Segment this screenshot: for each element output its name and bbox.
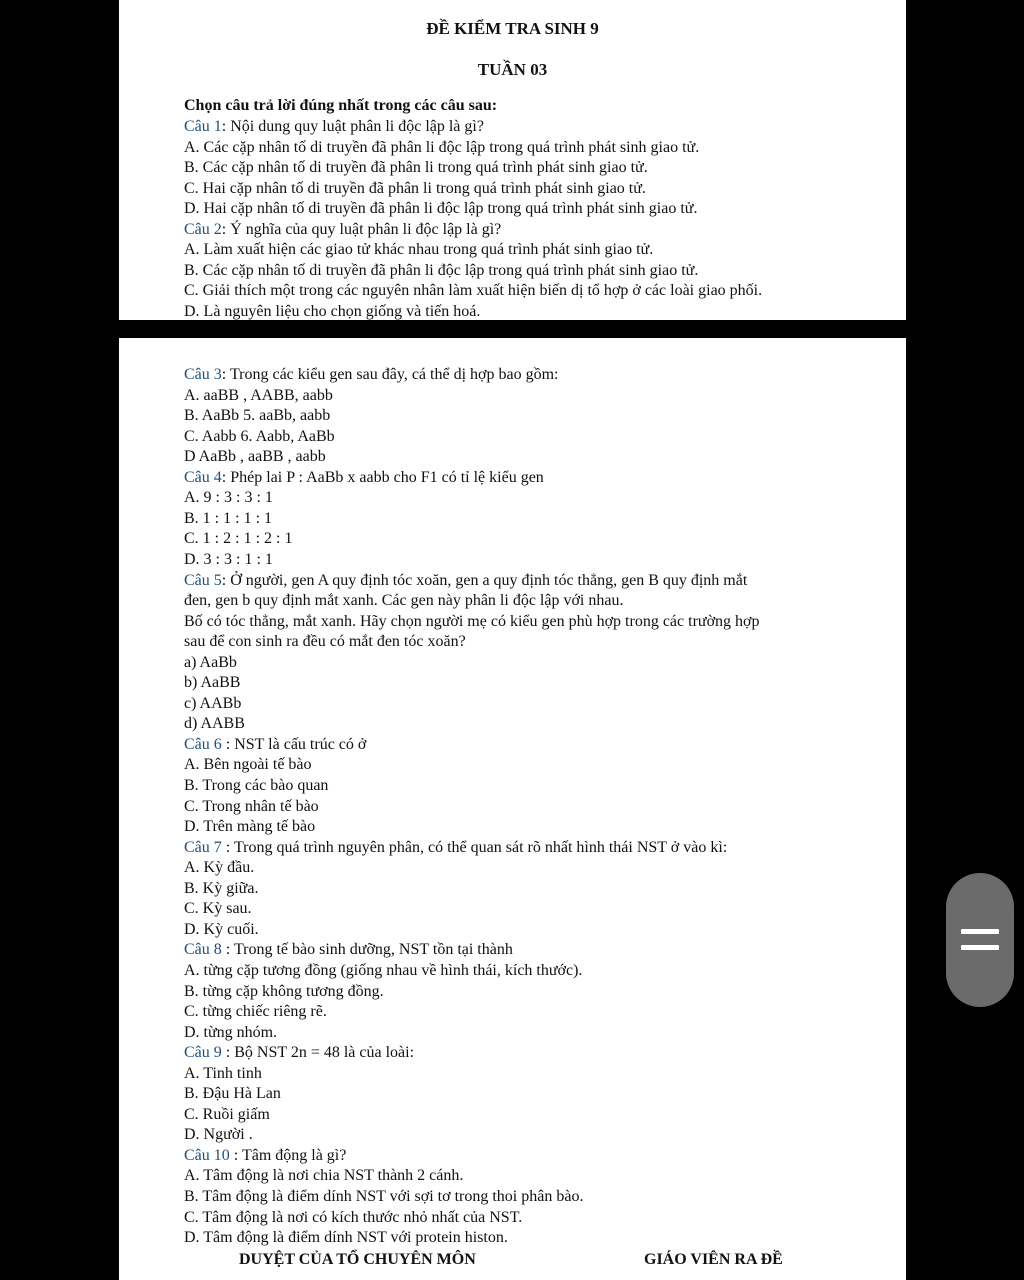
- line-text: C. Hai cặp nhân tố di truyền đã phân li trong quá trình phát sinh giao tử.: [184, 179, 646, 197]
- answer-line: [184, 755, 312, 774]
- question-label: Câu 8: [184, 941, 222, 959]
- line-text: D. Hai cặp nhân tố di truyền đã phân li độc lập trong quá trình phát sinh giao tử.: [184, 200, 698, 217]
- answer-line: [184, 879, 258, 898]
- line-text: D. 3 : 3 : 1 : 1: [184, 550, 273, 568]
- answer-line: [184, 261, 698, 280]
- line-text: A. 9 : 3 : 3 : 1: [184, 489, 273, 507]
- line-text: B. Đậu Hà Lan: [184, 1085, 281, 1103]
- line-text: C. Tâm động là nơi có kích thước nhỏ nhất của NST.: [184, 1208, 523, 1226]
- answer-line: [184, 982, 384, 1001]
- question-label: Câu 10: [184, 1146, 230, 1164]
- line-text: C. Kỳ sau.: [184, 900, 252, 918]
- line-text: B. Các cặp nhân tố di truyền đã phân li trong quá trình phát sinh giao tử.: [184, 159, 648, 176]
- answer-line: [184, 673, 240, 692]
- line-text: : Trong quá trình nguyên phân, có thể quan sát rõ nhất hình thái NST ở vào kì:: [221, 838, 728, 856]
- line-text: B. AaBb 5. aaBb, aabb: [184, 407, 331, 425]
- question-label: Câu 2: [184, 220, 222, 238]
- answer-line: [184, 199, 697, 218]
- line-text: C. từng chiếc riêng rẽ.: [184, 1003, 327, 1021]
- line-text: D. Trên màng tế bào: [184, 818, 316, 836]
- answer-line: [184, 1002, 327, 1021]
- question-line: [184, 940, 513, 959]
- question-line: [184, 220, 501, 239]
- line-text: Bố có tóc thẳng, mắt xanh. Hãy chọn người mẹ có kiểu gen phù hợp trong các trường hợp: [184, 612, 760, 630]
- document-page-2: [119, 338, 906, 1280]
- answer-line: [184, 1064, 262, 1083]
- line-text: d) AABB: [184, 715, 245, 733]
- question-line: [184, 1146, 346, 1165]
- line-text: : Tâm động là gì?: [229, 1146, 347, 1164]
- answer-line: [184, 1166, 463, 1185]
- question-label: Câu 7: [184, 838, 222, 856]
- document-page-1: [119, 0, 906, 320]
- question-label: Câu 9: [184, 1044, 222, 1062]
- question-line: [184, 365, 558, 384]
- answer-line: [184, 714, 245, 733]
- question-label: Câu 4: [184, 468, 222, 486]
- line-text: : NST là cấu trúc có ở: [221, 735, 367, 753]
- answer-line: [184, 961, 582, 980]
- line-text: A. Bên ngoài tế bào: [184, 756, 312, 774]
- line-text: B. từng cặp không tương đồng.: [184, 982, 384, 1000]
- exam-week: TUẦN 03: [477, 60, 548, 79]
- line-text: sau để con sinh ra đều có mắt đen tóc xoăn?: [184, 633, 466, 651]
- line-text: C. Aabb 6. Aabb, AaBb: [184, 427, 335, 445]
- answer-line: [184, 427, 335, 446]
- line-text: : Ý nghĩa của quy luật phân li độc lập là gì?: [221, 220, 502, 238]
- answer-line: [184, 138, 699, 157]
- answer-line: [184, 447, 326, 466]
- line-text: : Ở người, gen A quy định tóc xoăn, gen a quy định tóc thẳng, gen B quy định mắt: [221, 571, 748, 589]
- line-text: A. từng cặp tương đồng (giống nhau về hình thái, kích thước).: [184, 961, 583, 979]
- answer-line: [184, 1125, 253, 1144]
- question-line: [184, 468, 544, 487]
- line-text: A. aaBB , AABB, aabb: [184, 386, 333, 404]
- line-text: D. Tâm động là điểm dính NST với protein histon.: [184, 1229, 508, 1247]
- line-text: C. 1 : 2 : 1 : 2 : 1: [184, 530, 293, 548]
- answer-line: [184, 1228, 508, 1247]
- answer-line: [184, 406, 330, 425]
- question-label: Câu 1: [184, 118, 222, 135]
- question-line: [184, 838, 727, 857]
- line-text: c) AABb: [184, 694, 242, 712]
- question-line: [184, 735, 366, 754]
- answer-line: [184, 488, 273, 507]
- answer-line: [184, 179, 646, 198]
- answer-line: [184, 591, 623, 610]
- answer-line: [184, 817, 315, 836]
- line-text: b) AaBB: [184, 674, 241, 692]
- line-text: D AaBb , aaBB , aabb: [184, 448, 326, 466]
- line-text: D. Là nguyên liệu cho chọn giống và tiến hoá.: [184, 302, 481, 320]
- line-text: D. Kỳ cuối.: [184, 920, 259, 938]
- answer-line: [184, 281, 762, 300]
- line-text: B. Kỳ giữa.: [184, 879, 259, 897]
- answer-line: [184, 509, 272, 528]
- line-text: B. Tâm động là điểm dính NST với sợi tơ trong thoi phân bào.: [184, 1188, 584, 1205]
- line-text: C. Giải thích một trong các nguyên nhân làm xuất hiện biến dị tổ hợp ở các loài giao phối.: [184, 282, 763, 299]
- answer-line: [184, 1208, 522, 1227]
- line-text: A. Các cặp nhân tố di truyền đã phân li độc lập trong quá trình phát sinh giao tử.: [184, 138, 700, 156]
- line-text: : Trong các kiểu gen sau đây, cá thể dị hợp bao gồm:: [221, 366, 559, 383]
- line-text: C. Ruồi giấm: [184, 1105, 270, 1123]
- question-label: Câu 3: [184, 366, 222, 383]
- line-text: a) AaBb: [184, 653, 237, 671]
- answer-line: [184, 550, 273, 569]
- line-text: C. Trong nhân tế bào: [184, 797, 319, 815]
- line-text: D. từng nhóm.: [184, 1023, 278, 1041]
- line-text: D. Người .: [184, 1126, 253, 1144]
- line-text: : Nội dung quy luật phân li độc lập là gì?: [221, 118, 484, 135]
- answer-line: [184, 1187, 583, 1206]
- answer-line: [184, 899, 252, 918]
- answer-line: [184, 920, 259, 939]
- line-text: B. 1 : 1 : 1 : 1: [184, 509, 273, 527]
- question-label: Câu 6: [184, 735, 222, 753]
- line-text: A. Làm xuất hiện các giao tử khác nhau trong quá trình phát sinh giao tử.: [184, 241, 654, 258]
- footer-teacher: GIÁO VIÊN RA ĐỀ: [644, 1251, 783, 1268]
- line-text: A. Tâm động là nơi chia NST thành 2 cánh.: [184, 1167, 464, 1185]
- line-text: đen, gen b quy định mắt xanh. Các gen này phân li độc lập với nhau.: [184, 592, 624, 610]
- question-label: Câu 5: [184, 571, 222, 589]
- question-line: [184, 117, 484, 136]
- answer-line: [184, 694, 241, 713]
- line-text: : Bộ NST 2n = 48 là của loài:: [221, 1044, 415, 1062]
- answer-line: [184, 612, 760, 631]
- answer-line: [184, 1084, 281, 1103]
- line-text: : Phép lai P : AaBb x aabb cho F1 có tỉ lệ kiểu gen: [221, 468, 544, 486]
- line-text: A. Tinh tinh: [184, 1064, 262, 1082]
- line-text: B. Trong các bào quan: [184, 777, 329, 794]
- answer-line: [184, 776, 328, 795]
- question-line: [184, 1043, 414, 1062]
- answer-line: [184, 858, 254, 877]
- line-text: : Trong tế bào sinh dưỡng, NST tồn tại thành: [221, 941, 513, 959]
- answer-line: [184, 1023, 277, 1042]
- answer-line: [184, 158, 648, 177]
- footer-approval: DUYỆT CỦA TỔ CHUYÊN MÔN: [239, 1251, 476, 1268]
- exam-title: ĐỀ KIỂM TRA SINH 9: [426, 19, 599, 38]
- scroll-handle[interactable]: [946, 873, 1014, 1007]
- answer-line: [184, 1105, 270, 1124]
- answer-line: [184, 386, 333, 405]
- answer-line: [184, 797, 319, 816]
- answer-line: [184, 240, 653, 259]
- line-text: B. Các cặp nhân tố di truyền đã phân li độc lập trong quá trình phát sinh giao tử.: [184, 261, 699, 279]
- answer-line: [184, 302, 480, 321]
- answer-line: [184, 653, 237, 672]
- question-line: [184, 571, 747, 590]
- instruction: Chọn câu trả lời đúng nhất trong các câu sau:: [184, 97, 498, 114]
- answer-line: [184, 529, 292, 548]
- answer-line: [184, 632, 466, 651]
- line-text: A. Kỳ đầu.: [184, 859, 255, 877]
